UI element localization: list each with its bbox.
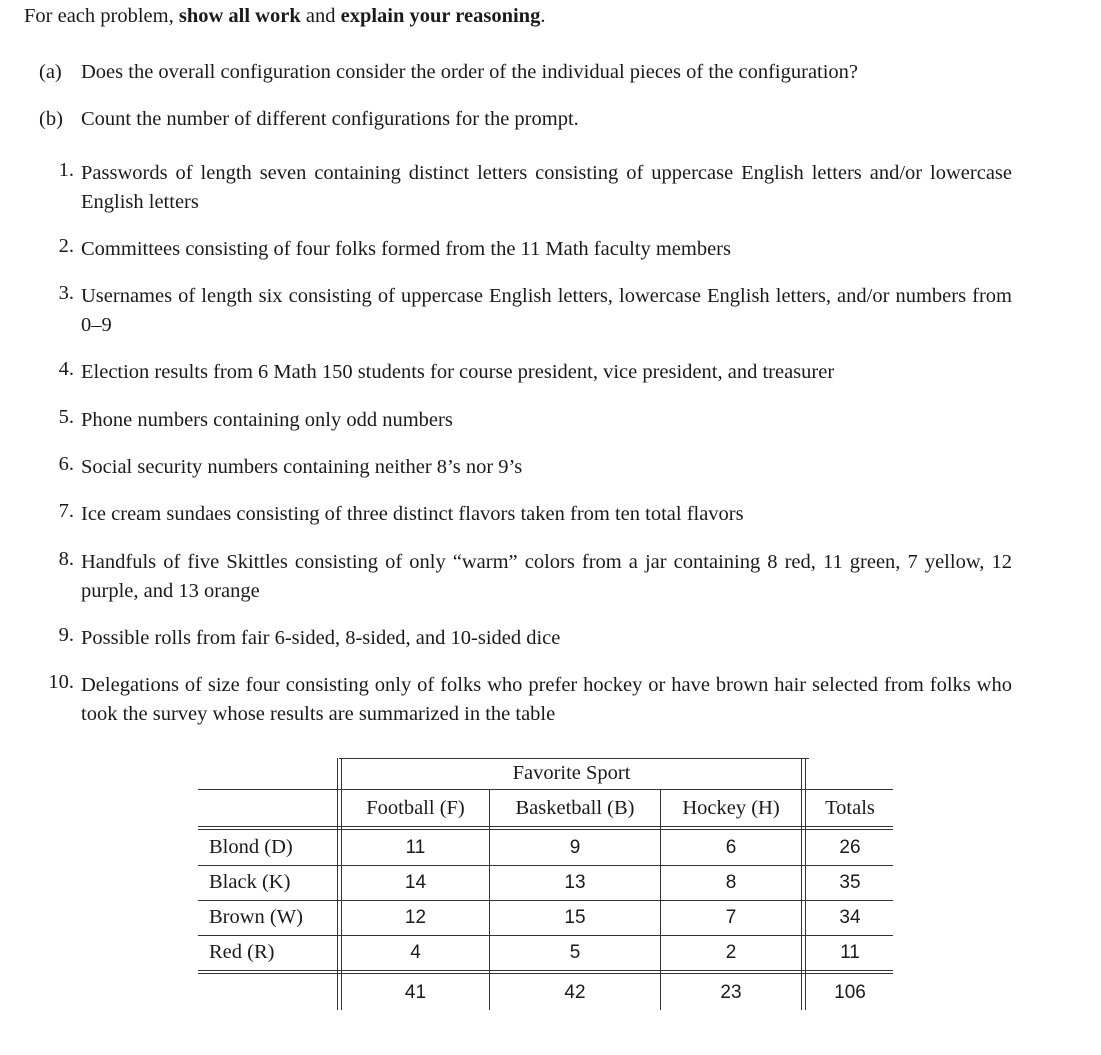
question-text: Count the number of different configurations for the prompt. — [81, 108, 579, 130]
problem-number: 4. — [58, 358, 74, 380]
question-text: Does the overall configuration consider the order of the individual pieces of the configuration? — [81, 61, 859, 83]
table-cell: 7 — [725, 907, 737, 928]
table-rule — [198, 865, 893, 866]
table-rule — [489, 790, 490, 1010]
table-rule — [198, 826, 893, 827]
problem-number: 5. — [58, 406, 74, 428]
table-rule — [198, 900, 893, 901]
row-total: 26 — [839, 837, 861, 858]
table-rule — [660, 790, 661, 1010]
problem-text: Committees consisting of four folks formed from the 11 Math faculty members — [81, 238, 731, 260]
problem-number: 8. — [58, 548, 74, 570]
problem-text: Usernames of length six consisting of uppercase English letters, lowercase English letters, and/or numbers from 0–9 — [81, 285, 1012, 336]
table-rule — [339, 758, 809, 759]
table-cell: 14 — [404, 872, 427, 893]
question-label: (a) — [39, 61, 62, 83]
column-header-hockey: Hockey (H) — [682, 797, 780, 819]
instructions-mid: and — [300, 5, 341, 27]
problem-text: Phone numbers containing only odd numbers — [81, 409, 453, 431]
column-header-football: Football (F) — [366, 797, 465, 819]
table-rule — [198, 970, 893, 971]
problem-number: 9. — [58, 624, 74, 646]
table-cell: 4 — [410, 942, 421, 963]
problem-text: Election results from 6 Math 150 students for course president, vice president, and treasurer — [81, 361, 835, 383]
problem-text: Delegations of size four consisting only of folks who prefer hockey or have brown hair selected from folks who took the survey whose results are summarized in the table — [81, 674, 1012, 725]
problem-text: Social security numbers containing neither 8’s nor 9’s — [81, 456, 523, 478]
table-rule — [198, 973, 893, 974]
table-cell: 13 — [564, 872, 586, 893]
problem-number: 2. — [58, 235, 74, 257]
table-cell: 2 — [725, 942, 737, 963]
question-label: (b) — [39, 108, 63, 130]
table-rule — [337, 758, 338, 1010]
table-cell: 11 — [405, 837, 426, 858]
table-cell: 5 — [569, 942, 581, 963]
problem-number: 10. — [48, 671, 74, 693]
column-header-totals: Totals — [825, 797, 875, 819]
instructions-bold-work: show all work — [178, 5, 301, 27]
row-label-blond: Blond (D) — [209, 836, 293, 858]
row-total: 34 — [839, 907, 861, 928]
instructions-bold-reasoning: explain your reasoning — [340, 5, 541, 27]
column-header-basketball: Basketball (B) — [515, 797, 635, 819]
table-rule — [198, 829, 893, 830]
table-cell: 12 — [404, 907, 427, 928]
table-group-header: Favorite Sport — [512, 762, 631, 784]
table-rule — [801, 758, 802, 1010]
row-label-red: Red (R) — [209, 941, 275, 963]
column-total: 42 — [564, 982, 586, 1003]
instructions-prefix: For each problem, — [24, 5, 179, 27]
problem-number: 3. — [58, 282, 74, 304]
problem-number: 1. — [58, 159, 74, 181]
table-cell: 9 — [569, 837, 581, 858]
problem-text: Possible rolls from fair 6-sided, 8-sided, and 10-sided dice — [81, 627, 561, 649]
row-total: 35 — [839, 872, 861, 893]
column-total: 23 — [720, 982, 742, 1003]
table-cell: 8 — [725, 872, 737, 893]
table-rule — [198, 789, 893, 790]
problem-number: 6. — [58, 453, 74, 475]
grand-total: 106 — [834, 982, 866, 1003]
row-total: 11 — [840, 942, 860, 963]
problem-text: Handfuls of five Skittles consisting of only “warm” colors from a jar containing 8 red, 11 green, 7 yellow, 12 purple, and 13 orange — [81, 551, 1012, 602]
table-cell: 15 — [564, 907, 586, 928]
row-label-black: Black (K) — [209, 871, 291, 893]
row-label-brown: Brown (W) — [209, 906, 303, 928]
problem-number: 7. — [58, 500, 74, 522]
instructions-suffix: . — [540, 5, 546, 27]
column-total: 41 — [404, 982, 427, 1003]
table-cell: 6 — [725, 837, 737, 858]
problem-text: Passwords of length seven containing distinct letters consisting of uppercase English letters and/or lowercase English letters — [81, 162, 1012, 213]
table-rule — [198, 935, 893, 936]
problem-text: Ice cream sundaes consisting of three distinct flavors taken from ten total flavors — [81, 503, 744, 525]
